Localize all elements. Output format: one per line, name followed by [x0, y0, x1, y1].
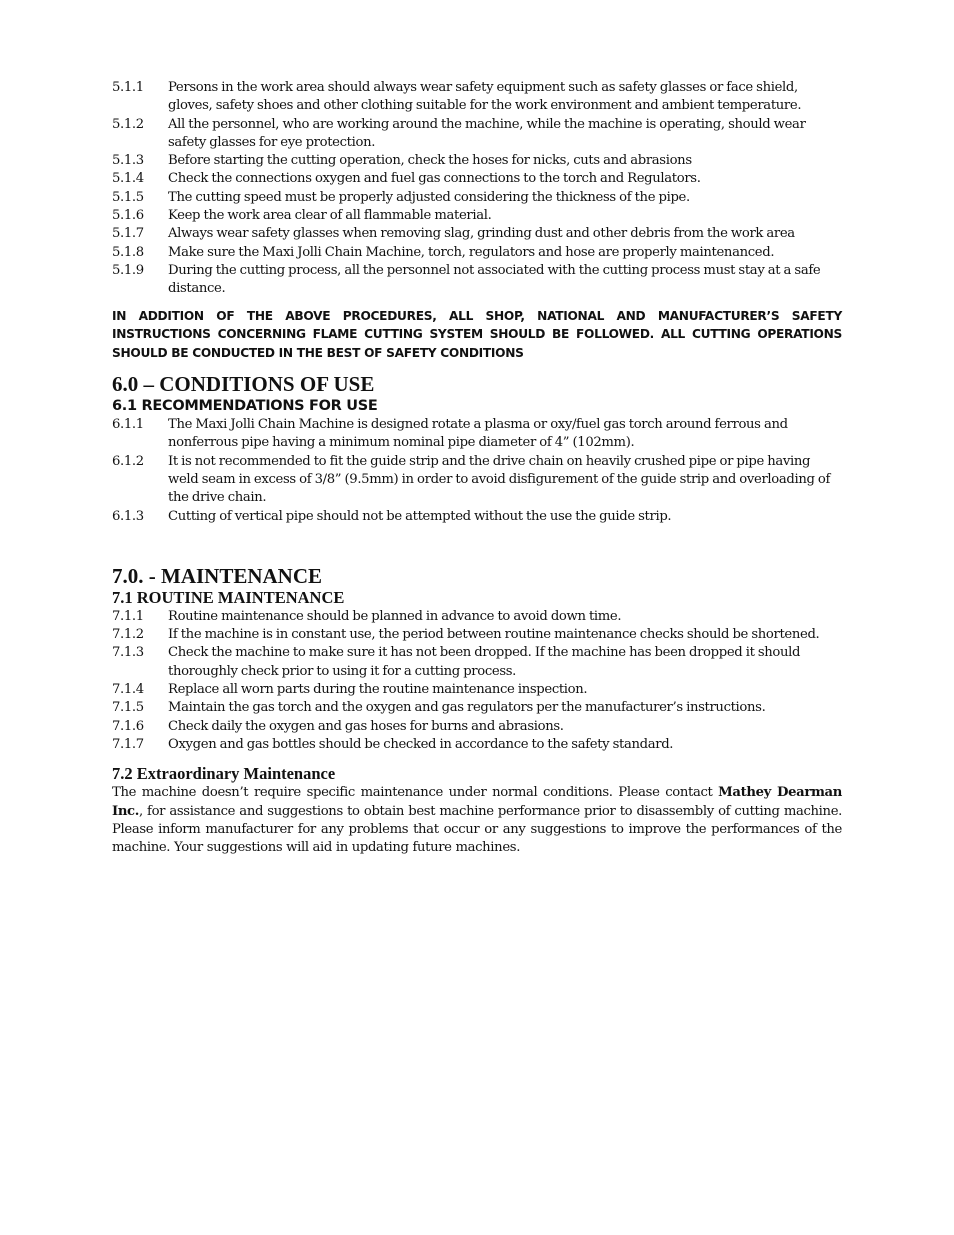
item-number: 5.1.7: [112, 226, 144, 242]
item-number: 7.1.2: [112, 627, 144, 643]
paragraph-text: , for assistance and suggestions to obtain best machine performance prior to disassembly of cutting machine. Please inform manufacturer for any problems that occur or any suggestions to improve the performances of the machine. Your suggestions will aid in updating future machines.: [112, 803, 842, 856]
section-heading: 6.0 – CONDITIONS OF USE: [112, 372, 375, 397]
item-number: 7.1.4: [112, 682, 144, 698]
safety-list: [112, 79, 842, 299]
item-number: 5.1.3: [112, 153, 144, 169]
list-item: [112, 699, 842, 717]
item-text: Check daily the oxygen and gas hoses for burns and abrasions.: [168, 718, 564, 734]
item-number: 5.1.2: [112, 116, 144, 132]
item-text: It is not recommended to fit the guide strip and the drive chain on heavily crushed pipe or pipe having weld seam in excess of 3/8” (9.5mm) in order to avoid disfigurement of the guide strip and overloading of the drive chain.: [168, 453, 831, 506]
item-number: 5.1.1: [112, 80, 144, 95]
list-item: [112, 225, 842, 243]
item-text: Cutting of vertical pipe should not be attempted without the use the guide strip.: [168, 508, 672, 524]
company-name: Mathey Dearman Inc.: [112, 785, 842, 819]
list-item: [112, 79, 842, 116]
item-number: 6.1.1: [112, 417, 144, 433]
item-number: 6.1.2: [112, 453, 144, 469]
list-item: [112, 644, 842, 681]
list-item: [112, 608, 842, 626]
item-text: Persons in the work area should always wear safety equipment such as safety glasses or face shield, gloves, safety shoes and other clothing suitable for the work environment and ambient temperature.: [168, 80, 802, 114]
list-item: [112, 736, 842, 754]
list-item: [112, 416, 842, 453]
list-item: [112, 453, 842, 508]
item-text: All the personnel, who are working around the machine, while the machine is operating, should wear safety glasses for eye protection.: [168, 116, 806, 150]
item-number: 7.1.6: [112, 718, 144, 734]
item-text: Always wear safety glasses when removing slag, grinding dust and other debris from the work area: [168, 226, 795, 242]
conditions-section: [112, 372, 842, 526]
maintenance-section: [112, 564, 842, 858]
paragraph-text: The machine doesn’t require specific maintenance under normal conditions. Please contact: [112, 785, 719, 801]
document-page: [112, 79, 842, 857]
item-number: 5.1.8: [112, 244, 144, 260]
list-item: [112, 262, 842, 299]
item-text: Check the machine to make sure it has not been dropped. If the machine has been dropped it should thoroughly check prior to using it for a cutting process.: [168, 645, 801, 679]
list-item: [112, 244, 842, 262]
item-text: Oxygen and gas bottles should be checked in accordance to the safety standard.: [168, 736, 674, 752]
item-number: 6.1.3: [112, 508, 144, 524]
item-text: The Maxi Jolli Chain Machine is designed rotate a plasma or oxy/fuel gas torch around ferrous and nonferrous pipe having a minimum nominal pipe diameter of 4” (102mm).: [168, 417, 788, 451]
item-number: 5.1.6: [112, 208, 144, 224]
extraordinary-maintenance-paragraph: [112, 784, 842, 857]
item-text: Maintain the gas torch and the oxygen and gas regulators per the manufacturer’s instructions.: [168, 700, 766, 716]
section-heading: 7.0. - MAINTENANCE: [112, 563, 322, 588]
safety-notice: IN ADDITION OF THE ABOVE PROCEDURES, ALL SHOP, NATIONAL AND MANUFACTURER’S SAFETY INSTRUCTIONS CONCERNING FLAME CUTTING SYSTEM SHOULD BE FOLLOWED. ALL CUTTING OPERATIONS SHOULD BE CONDUCTED IN THE BEST OF SAFETY CONDITIONS: [112, 308, 842, 360]
item-text: The cutting speed must be properly adjusted considering the thickness of the pipe.: [168, 189, 690, 205]
item-text: Keep the work area clear of all flammable material.: [168, 208, 492, 224]
item-text: If the machine is in constant use, the period between routine maintenance checks should be shortened.: [168, 627, 820, 643]
list-item: [112, 170, 842, 188]
item-text: Make sure the Maxi Jolli Chain Machine, torch, regulators and hose are properly maintenanced.: [168, 244, 775, 260]
item-number: 7.1.3: [112, 645, 144, 661]
item-text: Before starting the cutting operation, check the hoses for nicks, cuts and abrasions: [168, 153, 692, 169]
list-item: [112, 718, 842, 736]
list-item: [112, 189, 842, 207]
item-number: 5.1.4: [112, 171, 144, 187]
item-text: During the cutting process, all the personnel not associated with the cutting process must stay at a safe distance.: [168, 262, 821, 297]
item-text: Replace all worn parts during the routine maintenance inspection.: [168, 682, 588, 698]
item-text: Routine maintenance should be planned in advance to avoid down time.: [168, 608, 622, 624]
item-number: 7.1.1: [112, 608, 144, 624]
item-number: 5.1.9: [112, 262, 144, 278]
item-text: Check the connections oxygen and fuel gas connections to the torch and Regulators.: [168, 171, 701, 187]
list-item: [112, 626, 842, 644]
item-number: 5.1.5: [112, 189, 144, 205]
item-number: 7.1.7: [112, 736, 144, 752]
list-item: [112, 152, 842, 170]
list-item: [112, 116, 842, 153]
list-item: [112, 681, 842, 699]
item-number: 7.1.5: [112, 700, 144, 716]
subsection-heading: 7.2 Extraordinary Maintenance: [112, 764, 336, 784]
list-item: [112, 207, 842, 225]
subsection-heading: 6.1 RECOMMENDATIONS FOR USE: [112, 398, 378, 415]
list-item: [112, 508, 842, 526]
subsection-heading: 7.1 ROUTINE MAINTENANCE: [112, 587, 345, 607]
